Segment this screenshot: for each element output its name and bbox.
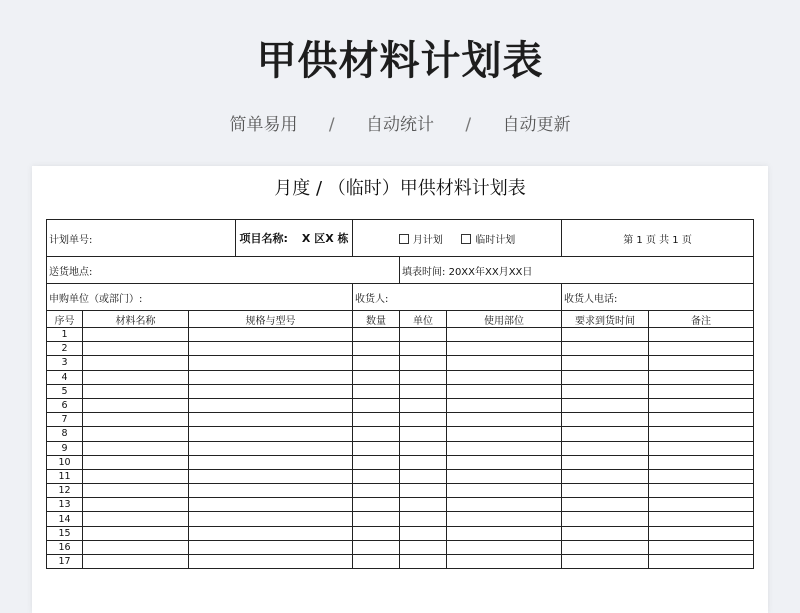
col-header-spec-model: 规格与型号 bbox=[189, 311, 353, 328]
cell-usage-location[interactable] bbox=[447, 328, 562, 342]
cell-quantity[interactable] bbox=[353, 469, 400, 483]
cell-arrival-time[interactable] bbox=[562, 498, 649, 512]
cell-remarks[interactable] bbox=[649, 370, 754, 384]
col-header-usage-location: 使用部位 bbox=[447, 311, 562, 328]
plan-no-project-cell bbox=[47, 220, 353, 257]
cell-arrival-time[interactable] bbox=[562, 427, 649, 441]
cell-arrival-time[interactable] bbox=[562, 540, 649, 554]
cell-spec-model[interactable] bbox=[189, 342, 353, 356]
document-preview bbox=[32, 166, 768, 613]
cell-remarks[interactable] bbox=[649, 328, 754, 342]
cell-usage-location[interactable] bbox=[447, 555, 562, 569]
cell-spec-model[interactable] bbox=[189, 328, 353, 342]
plan-type-cell bbox=[353, 220, 562, 257]
plan-no-field[interactable] bbox=[47, 220, 236, 256]
cell-spec-model[interactable] bbox=[189, 484, 353, 498]
cell-remarks[interactable] bbox=[649, 555, 754, 569]
cell-index: 7 bbox=[47, 413, 83, 427]
col-header-remarks: 备注 bbox=[649, 311, 754, 328]
cell-material-name[interactable] bbox=[83, 384, 189, 398]
receiver-field[interactable]: 收货人: bbox=[353, 284, 562, 311]
table-row bbox=[47, 512, 754, 526]
cell-spec-model[interactable] bbox=[189, 526, 353, 540]
cell-material-name[interactable] bbox=[83, 540, 189, 554]
tag-separator: / bbox=[328, 115, 335, 135]
table-row bbox=[47, 384, 754, 398]
cell-quantity[interactable] bbox=[353, 413, 400, 427]
cell-usage-location[interactable] bbox=[447, 512, 562, 526]
cell-unit[interactable] bbox=[400, 540, 447, 554]
column-header-row bbox=[47, 311, 754, 328]
cell-remarks[interactable] bbox=[649, 413, 754, 427]
cell-remarks[interactable] bbox=[649, 441, 754, 455]
table-row bbox=[47, 398, 754, 412]
monthly-plan-checkbox[interactable] bbox=[399, 234, 409, 244]
cell-quantity[interactable] bbox=[353, 328, 400, 342]
cell-quantity[interactable] bbox=[353, 398, 400, 412]
table-row bbox=[47, 370, 754, 384]
cell-material-name[interactable] bbox=[83, 455, 189, 469]
cell-index: 3 bbox=[47, 356, 83, 370]
table-row bbox=[47, 484, 754, 498]
table-row bbox=[47, 555, 754, 569]
cell-unit[interactable] bbox=[400, 555, 447, 569]
cell-unit[interactable] bbox=[400, 512, 447, 526]
cell-quantity[interactable] bbox=[353, 427, 400, 441]
cell-index: 9 bbox=[47, 441, 83, 455]
cell-unit[interactable] bbox=[400, 342, 447, 356]
cell-index: 16 bbox=[47, 540, 83, 554]
cell-arrival-time[interactable] bbox=[562, 328, 649, 342]
cell-unit[interactable] bbox=[400, 469, 447, 483]
cell-arrival-time[interactable] bbox=[562, 356, 649, 370]
cell-remarks[interactable] bbox=[649, 498, 754, 512]
plan-no-label: 计划单号: bbox=[49, 234, 93, 246]
table-row bbox=[47, 498, 754, 512]
cell-remarks[interactable] bbox=[649, 342, 754, 356]
cell-index: 12 bbox=[47, 484, 83, 498]
cell-material-name[interactable] bbox=[83, 526, 189, 540]
cell-usage-location[interactable] bbox=[447, 498, 562, 512]
cell-quantity[interactable] bbox=[353, 555, 400, 569]
cell-remarks[interactable] bbox=[649, 512, 754, 526]
cell-remarks[interactable] bbox=[649, 455, 754, 469]
table-row bbox=[47, 413, 754, 427]
table-row bbox=[47, 455, 754, 469]
cell-unit[interactable] bbox=[400, 413, 447, 427]
cell-remarks[interactable] bbox=[649, 398, 754, 412]
cell-quantity[interactable] bbox=[353, 342, 400, 356]
table-row bbox=[47, 427, 754, 441]
header-row bbox=[47, 220, 754, 257]
cell-spec-model[interactable] bbox=[189, 469, 353, 483]
cell-remarks[interactable] bbox=[649, 526, 754, 540]
material-plan-table bbox=[46, 219, 754, 569]
cell-arrival-time[interactable] bbox=[562, 342, 649, 356]
project-label: 项目名称: bbox=[239, 232, 288, 245]
cell-spec-model[interactable] bbox=[189, 498, 353, 512]
cell-remarks[interactable] bbox=[649, 356, 754, 370]
page-title: 甲供材料计划表 bbox=[256, 38, 544, 84]
cell-index: 8 bbox=[47, 427, 83, 441]
cell-usage-location[interactable] bbox=[447, 484, 562, 498]
cell-quantity[interactable] bbox=[353, 441, 400, 455]
cell-unit[interactable] bbox=[400, 498, 447, 512]
table-row bbox=[47, 540, 754, 554]
col-header-quantity: 数量 bbox=[353, 311, 400, 328]
cell-unit[interactable] bbox=[400, 398, 447, 412]
cell-material-name[interactable] bbox=[83, 370, 189, 384]
cell-index: 2 bbox=[47, 342, 83, 356]
cell-spec-model[interactable] bbox=[189, 441, 353, 455]
cell-unit[interactable] bbox=[400, 328, 447, 342]
monthly-plan-label: 月计划 bbox=[412, 234, 443, 246]
temp-plan-checkbox[interactable] bbox=[461, 234, 471, 244]
cell-unit[interactable] bbox=[400, 356, 447, 370]
cell-arrival-time[interactable] bbox=[562, 526, 649, 540]
cell-quantity[interactable] bbox=[353, 540, 400, 554]
cell-material-name[interactable] bbox=[83, 328, 189, 342]
fill-time-label: 填表时间: bbox=[402, 266, 446, 278]
cell-unit[interactable] bbox=[400, 384, 447, 398]
cell-material-name[interactable] bbox=[83, 342, 189, 356]
cell-spec-model[interactable] bbox=[189, 555, 353, 569]
receiver-phone-field[interactable]: 收货人电话: bbox=[562, 284, 754, 311]
cell-arrival-time[interactable] bbox=[562, 469, 649, 483]
cell-usage-location[interactable] bbox=[447, 342, 562, 356]
cell-index: 15 bbox=[47, 526, 83, 540]
delivery-row bbox=[47, 257, 754, 284]
tag-auto-update: 自动更新 bbox=[502, 115, 571, 135]
feature-tags bbox=[0, 113, 800, 137]
cell-unit[interactable] bbox=[400, 427, 447, 441]
cell-spec-model[interactable] bbox=[189, 370, 353, 384]
cell-unit[interactable] bbox=[400, 484, 447, 498]
cell-material-name[interactable] bbox=[83, 512, 189, 526]
cell-remarks[interactable] bbox=[649, 540, 754, 554]
cell-usage-location[interactable] bbox=[447, 441, 562, 455]
cell-arrival-time[interactable] bbox=[562, 398, 649, 412]
cell-quantity[interactable] bbox=[353, 455, 400, 469]
cell-usage-location[interactable] bbox=[447, 384, 562, 398]
cell-remarks[interactable] bbox=[649, 384, 754, 398]
cell-usage-location[interactable] bbox=[447, 398, 562, 412]
cell-material-name[interactable] bbox=[83, 484, 189, 498]
cell-unit[interactable] bbox=[400, 455, 447, 469]
tag-separator: / bbox=[465, 115, 472, 135]
cell-spec-model[interactable] bbox=[189, 512, 353, 526]
cell-material-name[interactable] bbox=[83, 498, 189, 512]
cell-index: 14 bbox=[47, 512, 83, 526]
table-row bbox=[47, 356, 754, 370]
cell-usage-location[interactable] bbox=[447, 526, 562, 540]
table-row bbox=[47, 328, 754, 342]
cell-unit[interactable] bbox=[400, 370, 447, 384]
cell-usage-location[interactable] bbox=[447, 413, 562, 427]
cell-spec-model[interactable] bbox=[189, 413, 353, 427]
cell-quantity[interactable] bbox=[353, 526, 400, 540]
col-header-material-name: 材料名称 bbox=[83, 311, 189, 328]
cell-quantity[interactable] bbox=[353, 384, 400, 398]
cell-arrival-time[interactable] bbox=[562, 555, 649, 569]
cell-arrival-time[interactable] bbox=[562, 455, 649, 469]
col-header-index: 序号 bbox=[47, 311, 83, 328]
cell-material-name[interactable] bbox=[83, 356, 189, 370]
cell-arrival-time[interactable] bbox=[562, 512, 649, 526]
cell-spec-model[interactable] bbox=[189, 540, 353, 554]
cell-material-name[interactable] bbox=[83, 413, 189, 427]
cell-index: 5 bbox=[47, 384, 83, 398]
tag-easy: 简单易用 bbox=[229, 115, 298, 135]
cell-material-name[interactable] bbox=[83, 555, 189, 569]
cell-usage-location[interactable] bbox=[447, 370, 562, 384]
cell-spec-model[interactable] bbox=[189, 455, 353, 469]
cell-unit[interactable] bbox=[400, 526, 447, 540]
applicant-row bbox=[47, 284, 754, 311]
cell-material-name[interactable] bbox=[83, 469, 189, 483]
cell-index: 6 bbox=[47, 398, 83, 412]
delivery-field[interactable]: 送货地点: bbox=[47, 257, 400, 284]
project-field bbox=[236, 220, 352, 256]
cell-usage-location[interactable] bbox=[447, 427, 562, 441]
table-row bbox=[47, 469, 754, 483]
cell-spec-model[interactable] bbox=[189, 356, 353, 370]
cell-material-name[interactable] bbox=[83, 398, 189, 412]
temp-plan-label: 临时计划 bbox=[475, 234, 516, 246]
cell-remarks[interactable] bbox=[649, 469, 754, 483]
document-title: 月度 / （临时）甲供材料计划表 bbox=[274, 178, 526, 199]
cell-arrival-time[interactable] bbox=[562, 484, 649, 498]
cell-unit[interactable] bbox=[400, 441, 447, 455]
cell-index: 1 bbox=[47, 328, 83, 342]
cell-spec-model[interactable] bbox=[189, 427, 353, 441]
cell-material-name[interactable] bbox=[83, 427, 189, 441]
applicant-field[interactable]: 申购单位（或部门）: bbox=[47, 284, 353, 311]
cell-arrival-time[interactable] bbox=[562, 384, 649, 398]
cell-material-name[interactable] bbox=[83, 441, 189, 455]
fill-time-value: 20XX年XX月XX日 bbox=[448, 266, 533, 278]
cell-arrival-time[interactable] bbox=[562, 413, 649, 427]
fill-time-field[interactable] bbox=[400, 257, 754, 284]
cell-index: 17 bbox=[47, 555, 83, 569]
cell-usage-location[interactable] bbox=[447, 455, 562, 469]
project-value: X 区X 栋 bbox=[301, 232, 349, 245]
cell-usage-location[interactable] bbox=[447, 469, 562, 483]
cell-spec-model[interactable] bbox=[189, 398, 353, 412]
table-row bbox=[47, 526, 754, 540]
col-header-arrival-time: 要求到货时间 bbox=[562, 311, 649, 328]
cell-usage-location[interactable] bbox=[447, 540, 562, 554]
cell-arrival-time[interactable] bbox=[562, 370, 649, 384]
cell-index: 11 bbox=[47, 469, 83, 483]
cell-quantity[interactable] bbox=[353, 356, 400, 370]
cell-usage-location[interactable] bbox=[447, 356, 562, 370]
tag-auto-stats: 自动统计 bbox=[366, 115, 434, 135]
cell-index: 10 bbox=[47, 455, 83, 469]
cell-quantity[interactable] bbox=[353, 370, 400, 384]
cell-remarks[interactable] bbox=[649, 484, 754, 498]
cell-remarks[interactable] bbox=[649, 427, 754, 441]
table-row bbox=[47, 342, 754, 356]
table-row bbox=[47, 441, 754, 455]
cell-arrival-time[interactable] bbox=[562, 441, 649, 455]
cell-spec-model[interactable] bbox=[189, 384, 353, 398]
page-info-cell: 第 1 页 共 1 页 bbox=[562, 220, 754, 257]
cell-quantity[interactable] bbox=[353, 512, 400, 526]
col-header-unit: 单位 bbox=[400, 311, 447, 328]
cell-index: 13 bbox=[47, 498, 83, 512]
cell-quantity[interactable] bbox=[353, 484, 400, 498]
cell-quantity[interactable] bbox=[353, 498, 400, 512]
cell-index: 4 bbox=[47, 370, 83, 384]
table-body bbox=[47, 328, 754, 569]
